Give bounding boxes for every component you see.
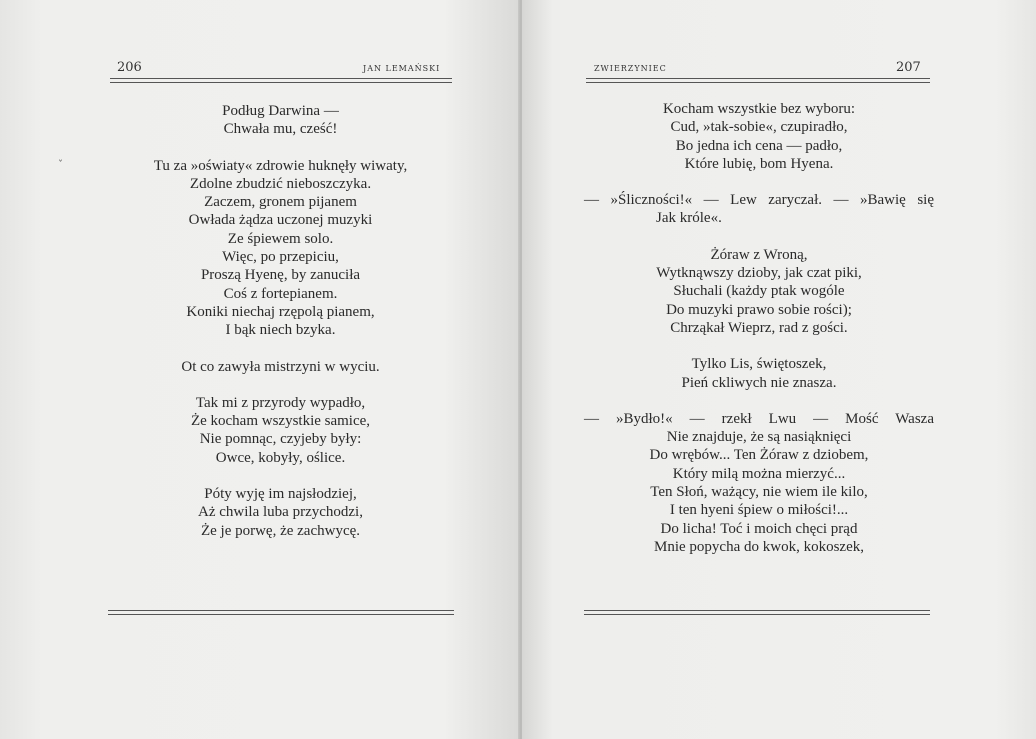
verse-line: Chwała mu, cześć! [223, 121, 338, 138]
verse-line: Bo jedna ich cena — padło, [675, 137, 843, 154]
left-poem-text [118, 102, 443, 558]
verse-line: Pień ckliwych nie znasza. [681, 374, 837, 391]
verse-line: Zaczem, gronem pijanem [204, 194, 357, 211]
stanza [584, 355, 934, 392]
verse-line: Do muzyki prawo sobie rości); [666, 301, 852, 318]
verse-line: Który milą można mierzyć... [672, 465, 846, 482]
verse-line: Owce, kobyły, oślice. [215, 449, 346, 466]
verse-line: Owłada żądza uczonej muzyki [188, 212, 373, 229]
verse-line: Do licha! Toć i moich chęci prąd [660, 520, 858, 537]
verse-line: Podług Darwina — [222, 103, 339, 119]
verse-line: Więc, po przepiciu, [222, 249, 339, 266]
stanza [118, 358, 443, 376]
margin-mark: ˇ [58, 160, 63, 171]
verse-line: Tylko Lis, świętoszek, [691, 356, 827, 373]
verse-line: Tu za »oświaty« zdrowie huknęły wiwaty, [153, 157, 408, 174]
stanza [118, 394, 443, 467]
stanza [118, 157, 443, 340]
header-rule-right [586, 78, 930, 83]
verse-line: Chrząkał Wieprz, rad z gości. [670, 319, 848, 336]
verse-line: Żóraw z Wroną, [710, 246, 808, 263]
stanza [584, 100, 934, 173]
stanza [118, 102, 443, 139]
verse-line: Nie znajduje, że są nasiąknięci [666, 429, 852, 446]
verse-line: Ze śpiewem solo. [227, 230, 334, 247]
verse-line: — »Bydło!« — rzekł Lwu — Mość Wasza [584, 410, 934, 427]
verse-line: Które lubię, bom Hyena. [684, 155, 834, 172]
verse-line: Cud, »tak-sobie«, czupiradło, [670, 119, 848, 136]
page-number-right: 207 [896, 60, 921, 75]
stanza [584, 246, 934, 337]
verse-line: I bąk niech bzyka. [225, 322, 336, 339]
right-poem-text [584, 100, 934, 574]
running-head-right: ZWIERZYNIEC [594, 64, 667, 73]
verse-line: Ten Słoń, ważący, nie wiem ile kilo, [650, 484, 868, 501]
footer-rule-left [108, 610, 454, 615]
verse-line: I ten hyeni śpiew o miłości!... [669, 502, 849, 519]
verse-line: Że kocham wszystkie samice, [190, 413, 371, 430]
footer-rule-right [584, 610, 930, 615]
verse-line: Nie pomnąc, czyjeby były: [199, 431, 362, 448]
verse-line: Póty wyję im najsłodziej, [204, 486, 357, 503]
verse-line: Że je porwę, że zachwycę. [200, 522, 361, 539]
verse-line: Mnie popycha do kwok, kokoszek, [654, 538, 864, 555]
verse-line: Do wrębów... Ten Żóraw z dziobem, [649, 447, 869, 464]
verse-line: Kocham wszystkie bez wyboru: [662, 101, 856, 117]
verse-line: Proszą Hyenę, by zanuciła [200, 267, 361, 284]
verse-line: Jak króle«. [656, 210, 722, 227]
right-page [522, 0, 1036, 739]
stanza [118, 485, 443, 540]
verse-line: Ot co zawyła mistrzyni w wyciu. [181, 358, 380, 375]
verse-line: Zdolne zbudzić nieboszczyka. [189, 175, 372, 192]
stanza [584, 191, 934, 228]
verse-line: — »Śliczności!« — Lew zaryczał. — »Bawię się [584, 192, 934, 209]
verse-line: Coś z fortepianem. [223, 285, 338, 302]
verse-line: Słuchali (każdy ptak wogóle [673, 283, 845, 300]
page-number-left: 206 [117, 60, 142, 75]
stanza [584, 410, 934, 556]
verse-line: Wytknąwszy dzioby, jak czat piki, [656, 265, 862, 282]
header-rule-left [110, 78, 452, 83]
verse-line: Tak mi z przyrody wypadło, [195, 394, 366, 411]
running-head-left: JAN LEMAŃSKI [363, 64, 441, 73]
verse-line: Koniki niechaj rzępolą pianem, [186, 303, 375, 320]
verse-line: Aż chwila luba przychodzi, [198, 504, 363, 521]
